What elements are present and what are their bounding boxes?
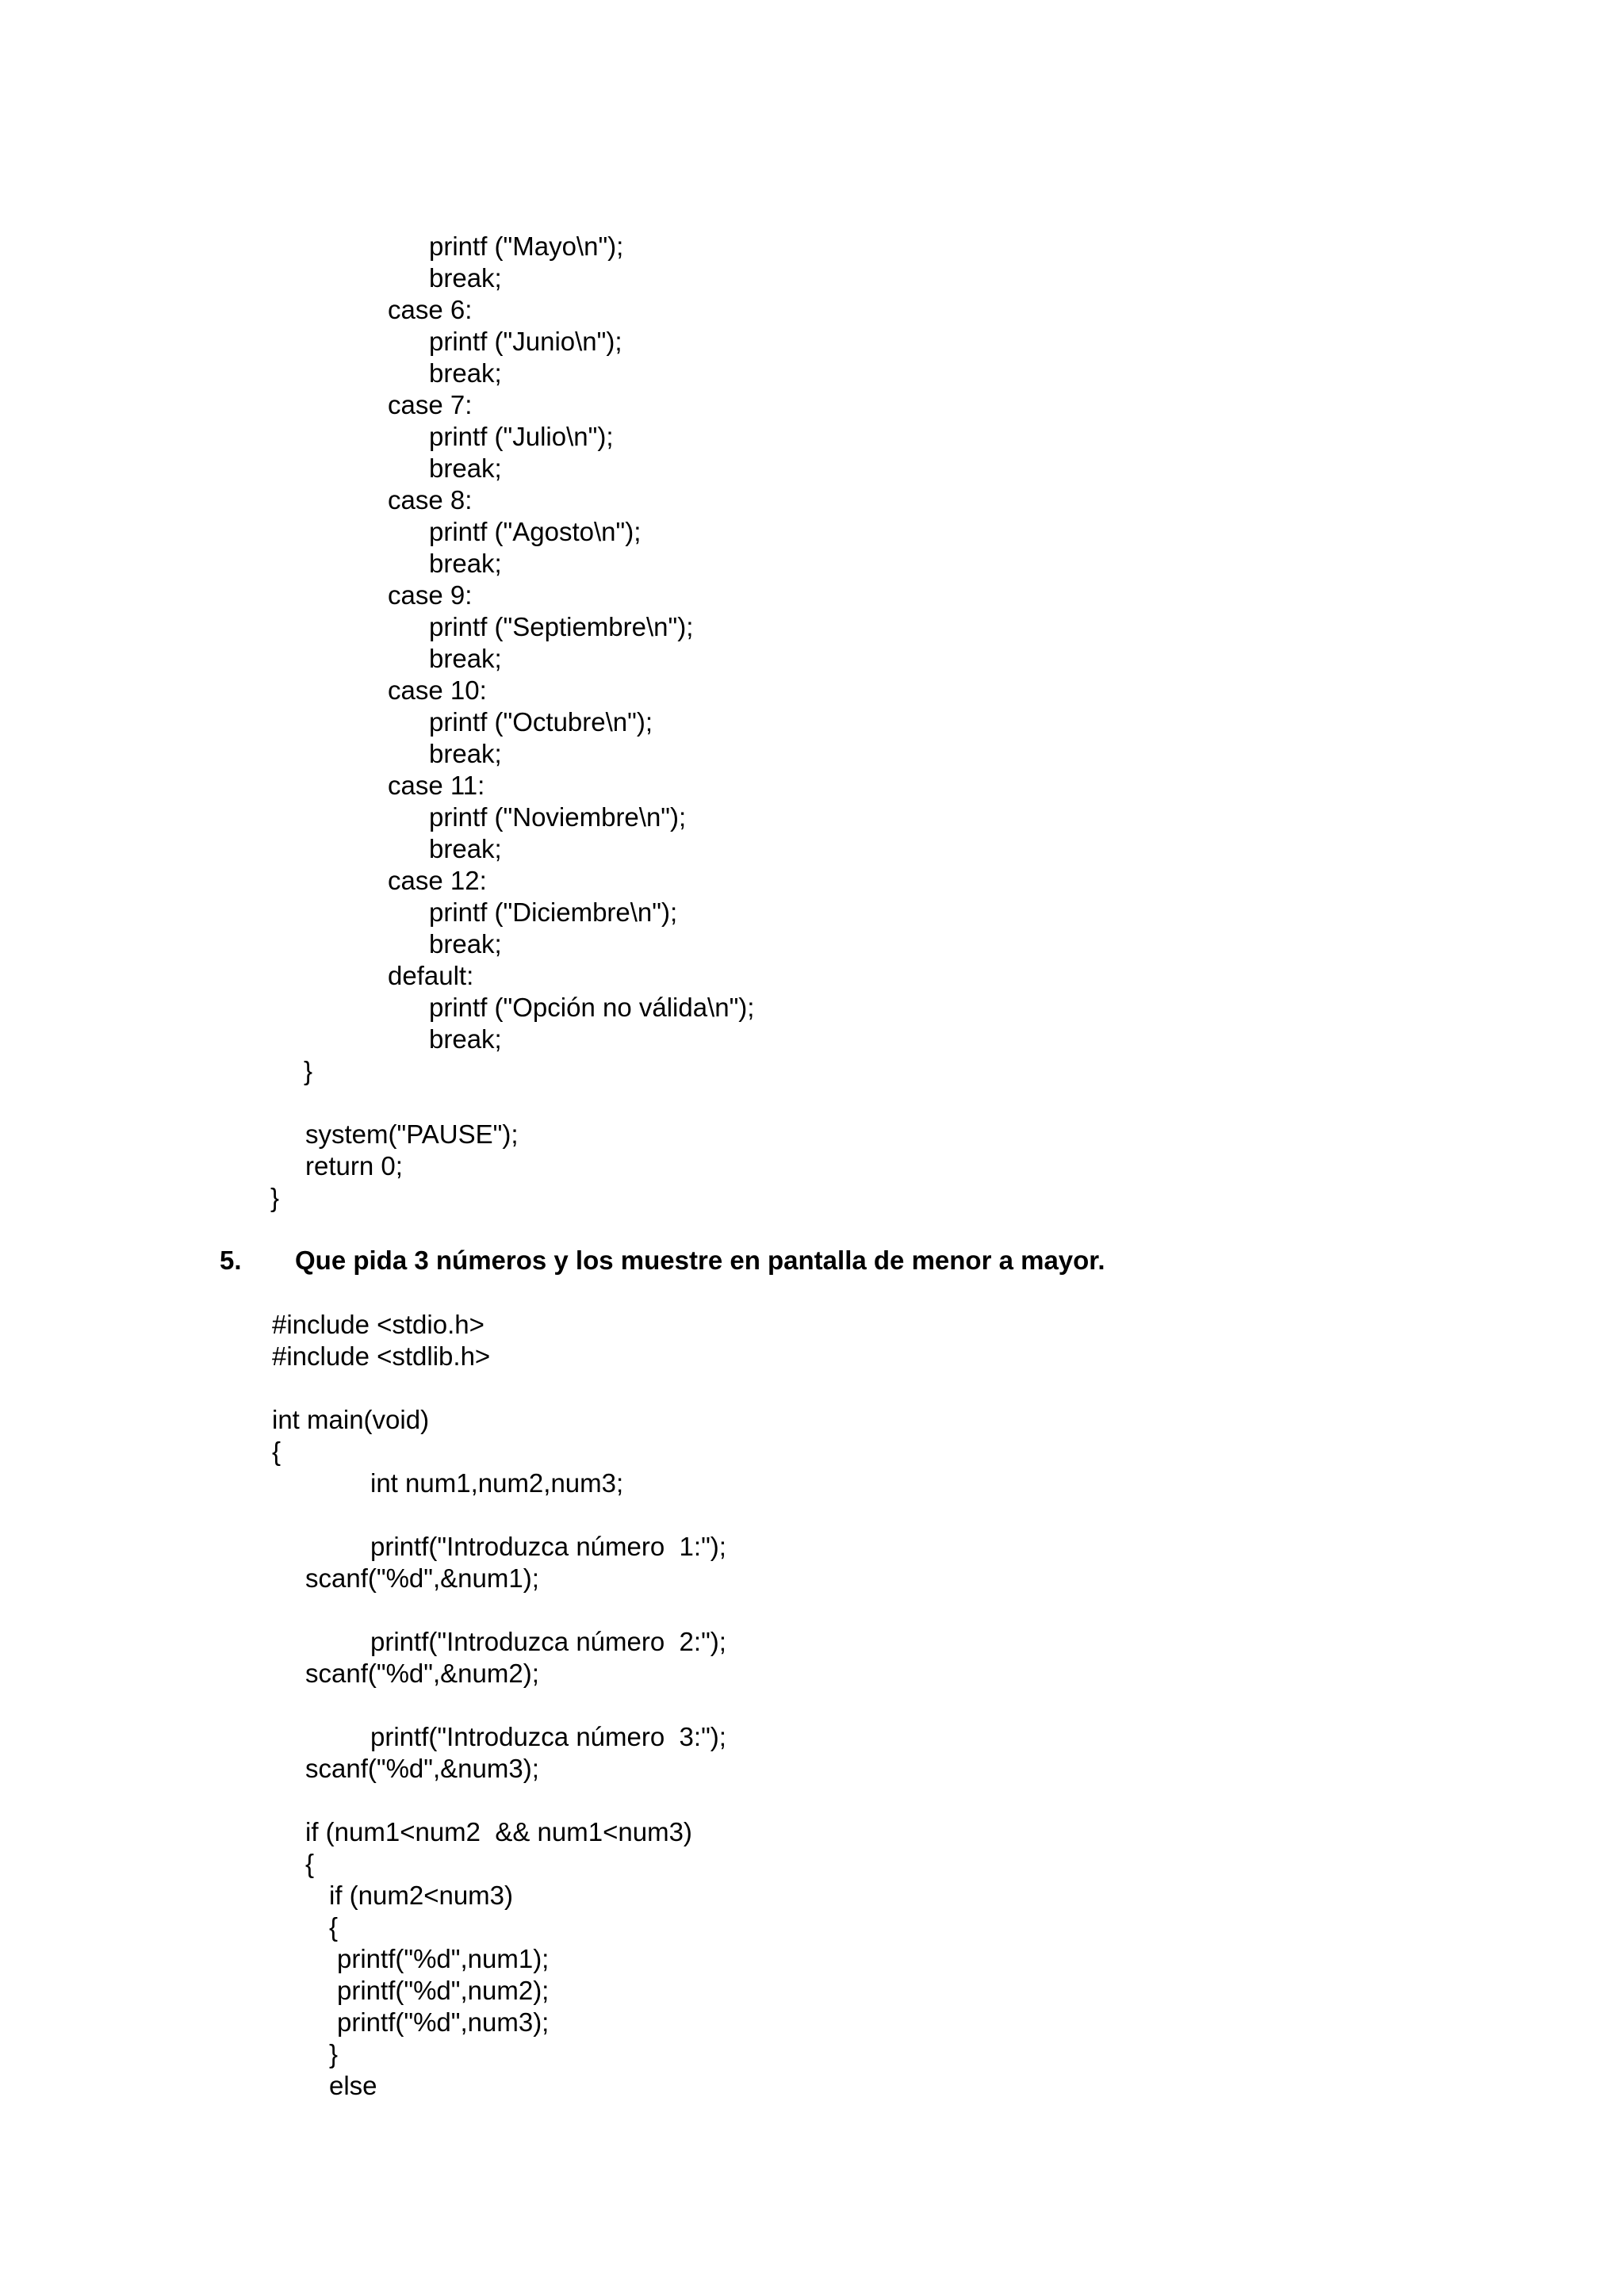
code-line: scanf("%d",&num1); (305, 1563, 539, 1593)
code-line: printf("Introduzca número 2:"); (370, 1627, 726, 1656)
code-line: break; (429, 929, 502, 959)
code-line: printf ("Junio\n"); (429, 327, 622, 356)
code-line: printf("%d",num1); (337, 1944, 550, 1973)
code-line: case 12: (388, 866, 487, 895)
code-line: case 11: (388, 771, 485, 800)
code-line: { (305, 1849, 315, 1878)
code-line: printf ("Diciembre\n"); (429, 897, 678, 927)
section-title: Que pida 3 números y los muestre en pantalla de menor a mayor. (295, 1246, 1105, 1275)
code-line: break; (429, 1024, 502, 1054)
section-number: 5. (220, 1246, 242, 1275)
code-line: scanf("%d",&num2); (305, 1659, 539, 1688)
code-line: int main(void) (272, 1405, 430, 1434)
code-line: else (329, 2071, 377, 2100)
code-line: break; (429, 358, 502, 388)
code-line: case 7: (388, 390, 473, 419)
code-line: } (329, 2039, 339, 2068)
code-line: default: (388, 961, 474, 990)
code-line: } (304, 1056, 313, 1085)
code-line: scanf("%d",&num3); (305, 1754, 539, 1783)
code-line: printf("%d",num3); (337, 2007, 550, 2037)
code-line: { (329, 1912, 339, 1942)
code-line: #include <stdio.h> (272, 1310, 485, 1339)
code-line: printf ("Septiembre\n"); (429, 612, 694, 641)
code-line: printf ("Agosto\n"); (429, 517, 642, 546)
code-line: printf ("Mayo\n"); (429, 232, 624, 261)
code-line: printf ("Noviembre\n"); (429, 802, 687, 832)
code-line: #include <stdlib.h> (272, 1341, 491, 1371)
code-line: printf ("Octubre\n"); (429, 707, 653, 737)
code-line: printf ("Julio\n"); (429, 422, 614, 451)
code-line: system("PAUSE"); (305, 1119, 519, 1149)
code-line: } (270, 1183, 280, 1212)
code-line: if (num2<num3) (329, 1881, 514, 1910)
code-line: int num1,num2,num3; (370, 1468, 624, 1498)
code-line: break; (429, 739, 502, 768)
code-line: if (num1<num2 && num1<num3) (305, 1817, 692, 1846)
code-line: case 9: (388, 580, 473, 610)
code-line: case 6: (388, 295, 473, 324)
code-line: break; (429, 549, 502, 578)
code-line: return 0; (305, 1151, 403, 1181)
code-line: break; (429, 453, 502, 483)
code-line: { (272, 1437, 282, 1466)
code-line: printf("%d",num2); (337, 1976, 550, 2005)
code-line: printf("Introduzca número 1:"); (370, 1532, 726, 1561)
code-line: case 10: (388, 675, 487, 705)
code-line: break; (429, 834, 502, 863)
code-line: case 8: (388, 485, 473, 515)
code-line: printf("Introduzca número 3:"); (370, 1722, 726, 1751)
code-line: break; (429, 644, 502, 673)
code-line: break; (429, 263, 502, 293)
code-line: printf ("Opción no válida\n"); (429, 993, 755, 1022)
